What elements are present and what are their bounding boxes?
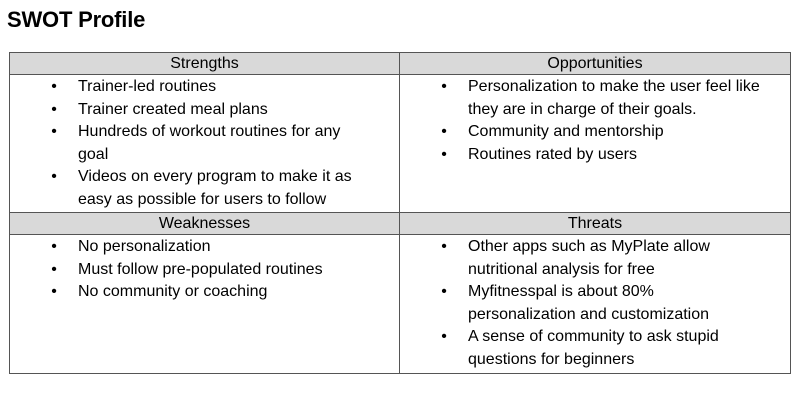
list-item-text: No personalization [78, 238, 211, 255]
threats-list [400, 236, 790, 372]
opportunities-header: Opportunities [400, 53, 791, 75]
list-item-text: No community or coaching [78, 283, 268, 301]
strengths-cell [10, 75, 400, 213]
bullet-icon: • [441, 238, 447, 255]
list-item-text: Trainer-led routines [78, 78, 217, 95]
list-item-text: Trainer created meal plans [78, 100, 268, 118]
list-item-text: Must follow pre-populated routines [78, 260, 323, 278]
list-item [10, 236, 399, 259]
list-item [400, 121, 790, 144]
list-item [400, 281, 790, 326]
list-item-text: Myfitnesspal is about 80% personalization and customization [468, 283, 710, 323]
page-title: SWOT Profile [7, 7, 146, 32]
opportunities-cell [400, 75, 791, 213]
list-item-text: Other apps such as MyPlate allow nutritional analysis for free [468, 238, 710, 278]
list-item-text: Personalization to make the user feel like they are in charge of their goals. [468, 78, 760, 118]
bullet-icon: • [51, 238, 57, 255]
bullet-icon: • [51, 168, 57, 186]
swot-table [9, 52, 791, 374]
list-item-text: Videos on every program to make it as easy as possible for users to follow [78, 168, 352, 208]
list-item [400, 236, 790, 281]
list-item [10, 99, 399, 122]
bullet-icon: • [441, 123, 447, 141]
list-item [400, 76, 790, 121]
opportunities-list [400, 76, 790, 166]
list-item-text: A sense of community to ask stupid questions for beginners [468, 328, 719, 368]
weaknesses-cell [10, 235, 400, 374]
weaknesses-list [10, 236, 399, 304]
strengths-list [10, 76, 399, 212]
list-item [10, 121, 399, 166]
bullet-icon: • [441, 283, 447, 301]
bullet-icon: • [51, 100, 57, 118]
list-item [10, 259, 399, 282]
bullet-icon: • [51, 78, 57, 95]
list-item [400, 144, 790, 167]
bullet-icon: • [51, 283, 57, 301]
list-item-text: Community and mentorship [468, 123, 664, 141]
bullet-icon: • [51, 260, 57, 278]
bullet-icon: • [51, 123, 57, 141]
list-item [400, 326, 790, 371]
list-item [10, 281, 399, 304]
list-item-text: Routines rated by users [468, 145, 637, 163]
list-item-text: Hundreds of workout routines for any goal [78, 123, 341, 163]
threats-cell [400, 235, 791, 374]
weaknesses-header: Weaknesses [10, 213, 400, 235]
list-item [10, 166, 399, 211]
bullet-icon: • [441, 328, 447, 346]
list-item [10, 76, 399, 99]
strengths-header: Strengths [10, 53, 400, 75]
bullet-icon: • [441, 145, 447, 163]
bullet-icon: • [441, 78, 447, 95]
threats-header: Threats [400, 213, 791, 235]
